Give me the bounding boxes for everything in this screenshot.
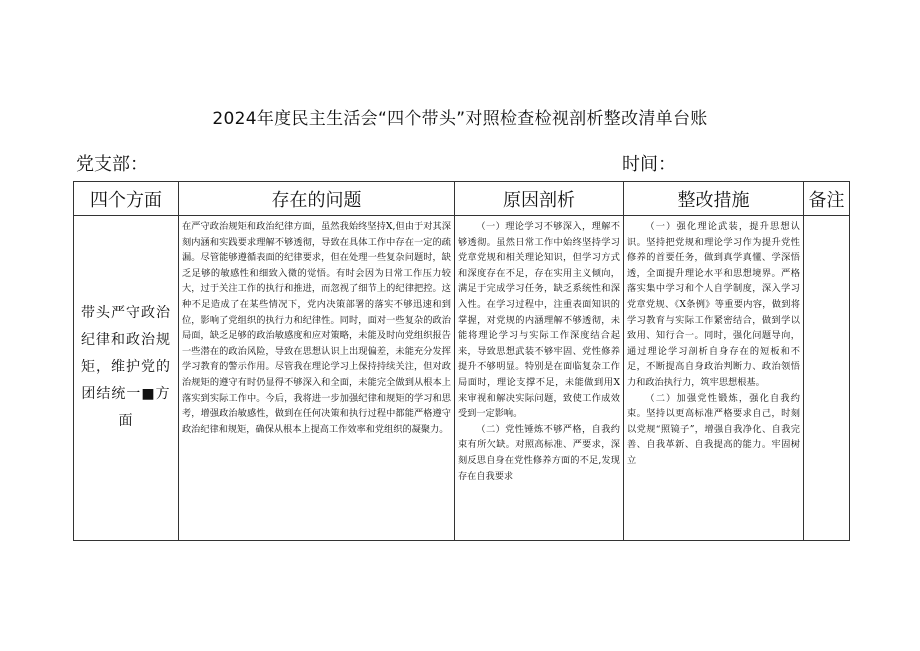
cause-cell	[455, 216, 624, 541]
header-remark: 备注	[804, 182, 850, 216]
cause-paragraph-1: （一）理论学习不够深入，理解不够透彻。虽然日常工作中始终坚持学习党章党规和相关理论知识，但学习方式和深度存在不足，存在实用主义倾向，满足于完成学习任务，缺乏系统性和深入性。在学习过程中，注重表面知识的掌握，对党规的内涵理解不够透彻，未能将理论学习与实际工作深度结合起来，导致思想武装不够牢固、党性修养提升不够明显。特别是在面临复杂工作局面时，理论支撑不足，未能做到用X来审视和解决实际问题，致使工作成效受到一定影响。	[458, 221, 620, 420]
header-measure: 整改措施	[624, 182, 804, 216]
header-aspect: 四个方面	[74, 182, 179, 216]
measure-paragraph-2: （二）加强党性锻炼，强化自我约束。坚持以更高标准严格要求自己，时刻以党规“照镜子”，增强自我净化、自我完善、自我革新、自我提高的能力。牢固树立	[627, 392, 800, 466]
cause-paragraph-2: （二）党性锤炼不够严格，自我约束有所欠缺。对照高标准、严要求，深刻反思自身在党性修养方面的不足,发现存在自我要求	[458, 423, 620, 482]
document-title: 2024年度民主生活会“四个带头”对照检查检视剖析整改清单台账	[212, 109, 708, 129]
time-label: 时间：	[622, 154, 676, 175]
table-header-row	[74, 182, 850, 216]
party-branch-label: 党支部：	[76, 154, 148, 175]
rectification-ledger-table	[73, 181, 850, 541]
aspect-cell: 带头严守政治纪律和政治规矩，维护党的团结统一■方面	[74, 216, 179, 541]
measure-paragraph-1: （一）强化理论武装，提升思想认识。坚持把党规和理论学习作为提升党性修养的首要任务，做到真学真懂、学深悟透，全面提升理论水平和思想境界。严格落实集中学习和个人自学制度，深入学习党章党规、《X条例》等重要内容，做到将学习教育与实际工作紧密结合，做到学以致用、知行合一。同时，强化问题导向，通过理论学习剖析自身存在的短板和不足，不断提高自身政治判断力、政治领悟力和政治执行力，筑牢思想根基。	[627, 221, 800, 388]
header-cause: 原因剖析	[455, 182, 624, 216]
problem-text: 在严守政治规矩和政治纪律方面，虽然我始终坚持X,但由于对其深刻内涵和实践要求理解不够透彻，导致在具体工作中存在一定的疏漏。尽管能够遵循表面的纪律要求，但在处理一些复杂问题时，缺乏足够的敏感性和细致入微的觉悟。有时会因为日常工作压力较大，过于关注工作的执行和推进，而忽视了细节上的纪律把控。这种不足造成了在某些情况下，党内决策部署的落实不够迅速和到位，影响了党组织的执行力和纪律性。同时，面对一些复杂的政治局面，缺乏足够的政治敏感度和应对策略，未能及时向党组织报告一些潜在的政治风险，导致在思想认识上出现偏差，未能充分发挥学习教育的警示作用。尽管我在理论学习上保持持续关注，但对政治规矩的遵守有时仍显得不够深入和全面，未能完全做到从根本上落实到实际工作中。今后，我将进一步加强纪律和规矩的学习和思考，增强政治敏感性，做到在任何决策和执行过程中都能严格遵守政治纪律和规矩，确保从根本上提高工作效率和党组织的凝聚力。	[182, 221, 451, 435]
remark-cell	[804, 216, 850, 541]
table-row	[74, 216, 850, 541]
header-problem: 存在的问题	[179, 182, 455, 216]
measure-cell	[624, 216, 804, 541]
problem-cell	[179, 216, 455, 541]
